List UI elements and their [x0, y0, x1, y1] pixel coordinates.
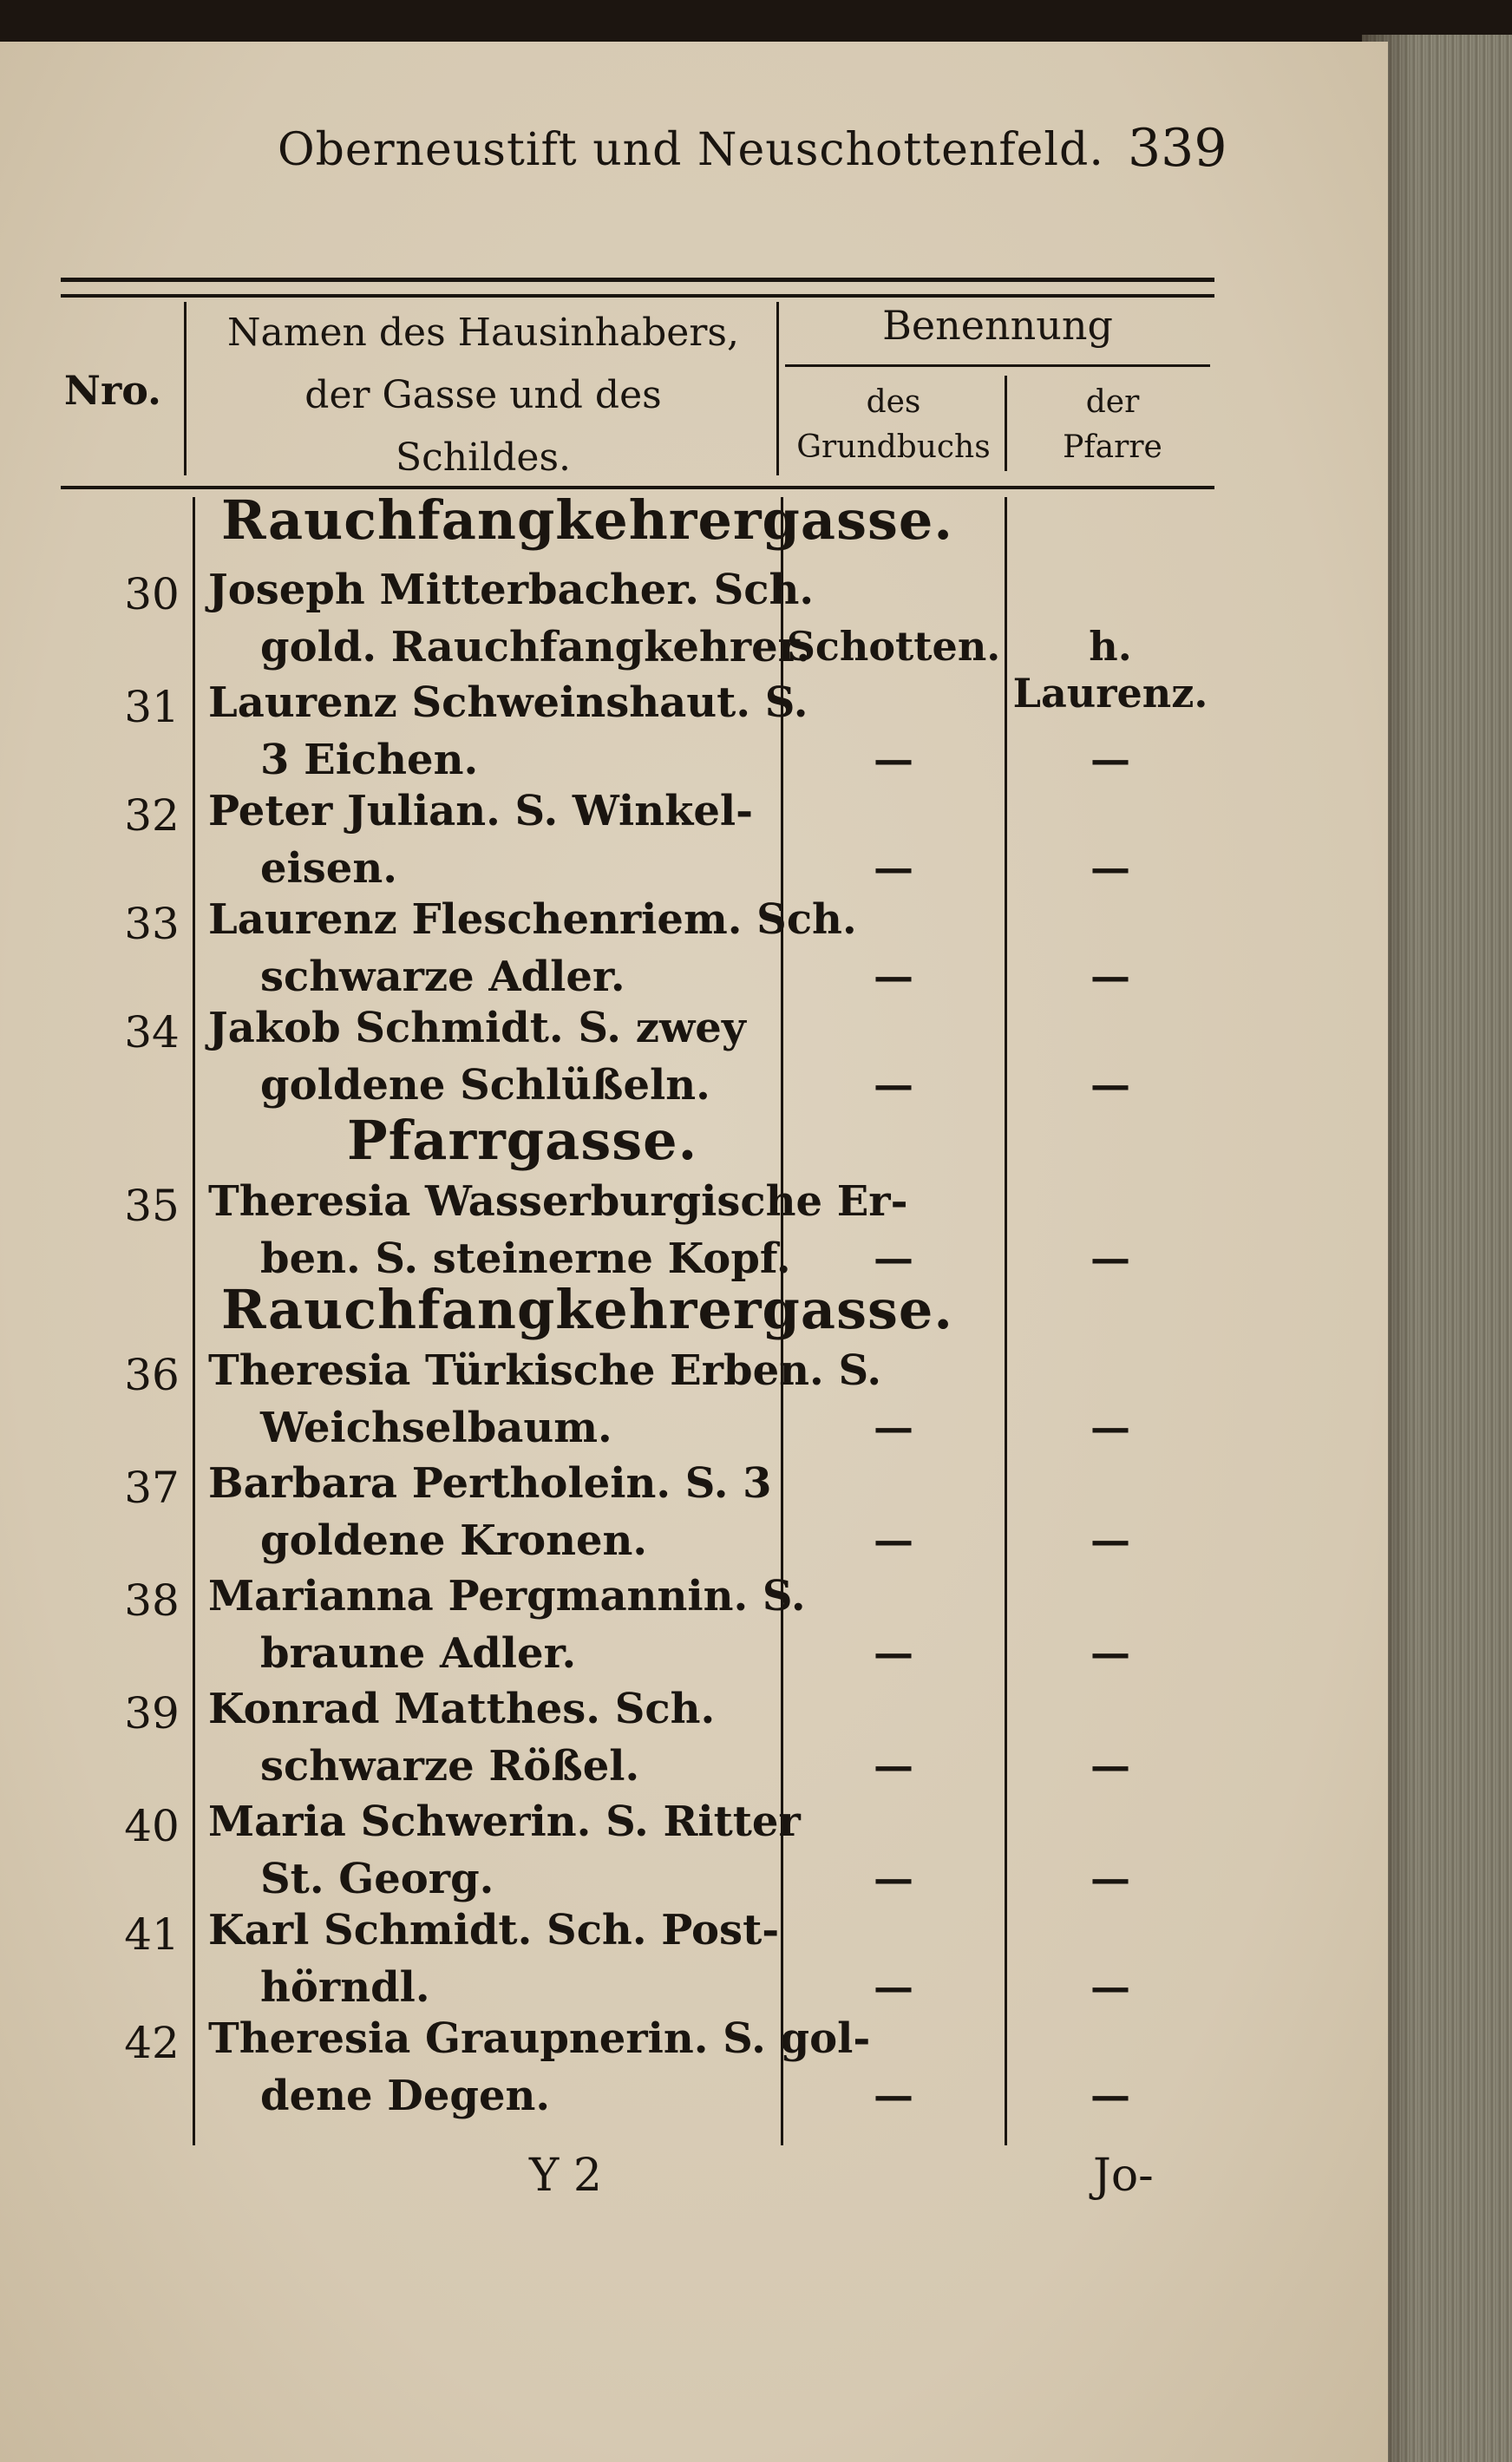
entry-row	[0, 1902, 1388, 2015]
header-divider-name	[776, 302, 779, 475]
entry-pfarre: —	[1090, 1404, 1130, 1450]
entry-pfarre: —	[1090, 1855, 1130, 1902]
book-page	[0, 42, 1388, 2462]
entry-pfarre: —	[1090, 736, 1130, 782]
entry-row	[0, 1794, 1388, 1907]
entry-row	[0, 1568, 1388, 1681]
entry-number: 39	[124, 1688, 180, 1738]
header-nro: Nro.	[63, 367, 162, 414]
entry-grundbuch: —	[874, 1629, 913, 1676]
entry-line1: Laurenz Schweinshaut. S.	[208, 678, 808, 727]
entry-pfarre: —	[1090, 1963, 1130, 2010]
entry-line1: Barbara Pertholein. S. 3	[208, 1459, 772, 1508]
entry-number: 30	[124, 569, 180, 619]
entry-line1: Laurenz Fleschenriem. Sch.	[208, 895, 857, 944]
header-name-line2: der Gasse und des	[304, 373, 662, 417]
entry-line2: schwarze Rößel.	[260, 1742, 640, 1791]
entry-number: 38	[124, 1575, 180, 1626]
entry-line2: 3 Eichen.	[260, 736, 479, 784]
entry-line2: eisen.	[260, 844, 397, 893]
benennung-underline	[785, 364, 1210, 367]
entry-number: 36	[124, 1350, 180, 1400]
entry-pfarre: —	[1090, 1516, 1130, 1563]
entry-pfarre: —	[1090, 1629, 1130, 1676]
header-benennung: Benennung	[882, 302, 1113, 349]
entry-line2: hörndl.	[260, 1963, 430, 2012]
entry-number: 33	[124, 899, 180, 949]
entry-grundbuch: —	[874, 1516, 913, 1563]
entry-grundbuch: —	[874, 953, 913, 999]
entry-grundbuch: —	[874, 2072, 913, 2118]
entry-grundbuch: —	[874, 736, 913, 782]
header-pfarre-line2: Pfarre	[1063, 429, 1162, 465]
header-grundbuch-line1: des	[866, 384, 921, 420]
entry-line2: dene Degen.	[260, 2072, 551, 2120]
entry-line2: schwarze Adler.	[260, 953, 625, 1001]
entry-line1: Jakob Schmidt. S. zwey	[208, 1004, 746, 1052]
entry-number: 35	[124, 1181, 180, 1231]
entry-number: 40	[124, 1801, 180, 1851]
entry-line1: Peter Julian. S. Winkel-	[208, 787, 754, 835]
entry-pfarre: —	[1090, 2072, 1130, 2118]
entry-line2: Weichselbaum.	[260, 1404, 612, 1452]
entry-line1: Konrad Matthes. Sch.	[208, 1685, 716, 1733]
entry-grundbuch: —	[874, 1234, 913, 1281]
header-grundbuch	[785, 380, 1002, 470]
entry-grundbuch: Schotten.	[786, 623, 1001, 670]
entry-number: 31	[124, 682, 180, 732]
catchword: Jo-	[1093, 2150, 1154, 2202]
entry-line2: goldene Kronen.	[260, 1516, 648, 1565]
entry-number: 41	[124, 1909, 180, 1960]
entry-row	[0, 783, 1388, 896]
entry-row	[0, 1000, 1388, 1113]
street-heading: Rauchfangkehrergasse.	[221, 488, 953, 552]
entry-pfarre: —	[1090, 1061, 1130, 1108]
entry-grundbuch: —	[874, 1742, 913, 1789]
entry-row	[0, 1343, 1388, 1456]
entry-number: 42	[124, 2018, 180, 2068]
entry-number: 32	[124, 790, 180, 841]
street-heading: Pfarrgasse.	[347, 1109, 698, 1172]
entry-grundbuch: —	[874, 844, 913, 891]
top-double-rule	[61, 278, 1214, 298]
entry-row	[0, 2011, 1388, 2124]
entry-line1: Marianna Pergmannin. S.	[208, 1572, 806, 1621]
entry-row	[0, 892, 1388, 1005]
entry-row	[0, 1681, 1388, 1794]
header-name-line3: Schildes.	[395, 435, 572, 480]
entry-line1: Karl Schmidt. Sch. Post-	[208, 1906, 780, 1955]
entry-line1: Theresia Türkische Erben. S.	[208, 1346, 882, 1395]
header-name	[193, 302, 774, 489]
entry-pfarre: —	[1090, 1742, 1130, 1789]
entry-grundbuch: —	[874, 1061, 913, 1108]
entry-number: 37	[124, 1463, 180, 1513]
entry-number: 34	[124, 1007, 180, 1057]
entry-pfarre: —	[1090, 953, 1130, 999]
header-name-line1: Namen des Hausinhabers,	[227, 311, 739, 355]
header-divider-benennung	[1005, 376, 1007, 471]
entry-line1: Maria Schwerin. S. Ritter	[208, 1797, 801, 1846]
entry-line1: Theresia Graupnerin. S. gol-	[208, 2014, 871, 2063]
entry-row	[0, 675, 1388, 788]
page-number: 339	[1128, 118, 1227, 179]
entry-row	[0, 1456, 1388, 1568]
entry-line2: ben. S. steinerne Kopf.	[260, 1234, 791, 1283]
entry-line2: goldene Schlüßeln.	[260, 1061, 710, 1110]
entry-pfarre: —	[1090, 1234, 1130, 1281]
signature-mark: Y 2	[529, 2150, 602, 2202]
entry-pfarre: —	[1090, 844, 1130, 891]
header-divider-nro	[184, 302, 187, 475]
entry-line1: Theresia Wasserburgische Er-	[208, 1177, 908, 1226]
entry-line2: braune Adler.	[260, 1629, 577, 1678]
entry-line2: gold. Rauchfangkehrer.	[260, 623, 811, 671]
entry-grundbuch: —	[874, 1855, 913, 1902]
header-grundbuch-line2: Grundbuchs	[796, 429, 991, 465]
entry-pfarre: h. Laurenz.	[1012, 623, 1208, 717]
header-pfarre-line1: der	[1085, 384, 1140, 420]
entry-line1: Joseph Mitterbacher. Sch.	[208, 566, 815, 614]
header-pfarre	[1011, 380, 1214, 470]
street-heading: Rauchfangkehrergasse.	[221, 1278, 953, 1341]
entry-grundbuch: —	[874, 1963, 913, 2010]
entry-line2: St. Georg.	[260, 1855, 494, 1903]
entry-row	[0, 1174, 1388, 1287]
entry-grundbuch: —	[874, 1404, 913, 1450]
running-head: Oberneustift und Neuschottenfeld.	[278, 124, 1104, 176]
